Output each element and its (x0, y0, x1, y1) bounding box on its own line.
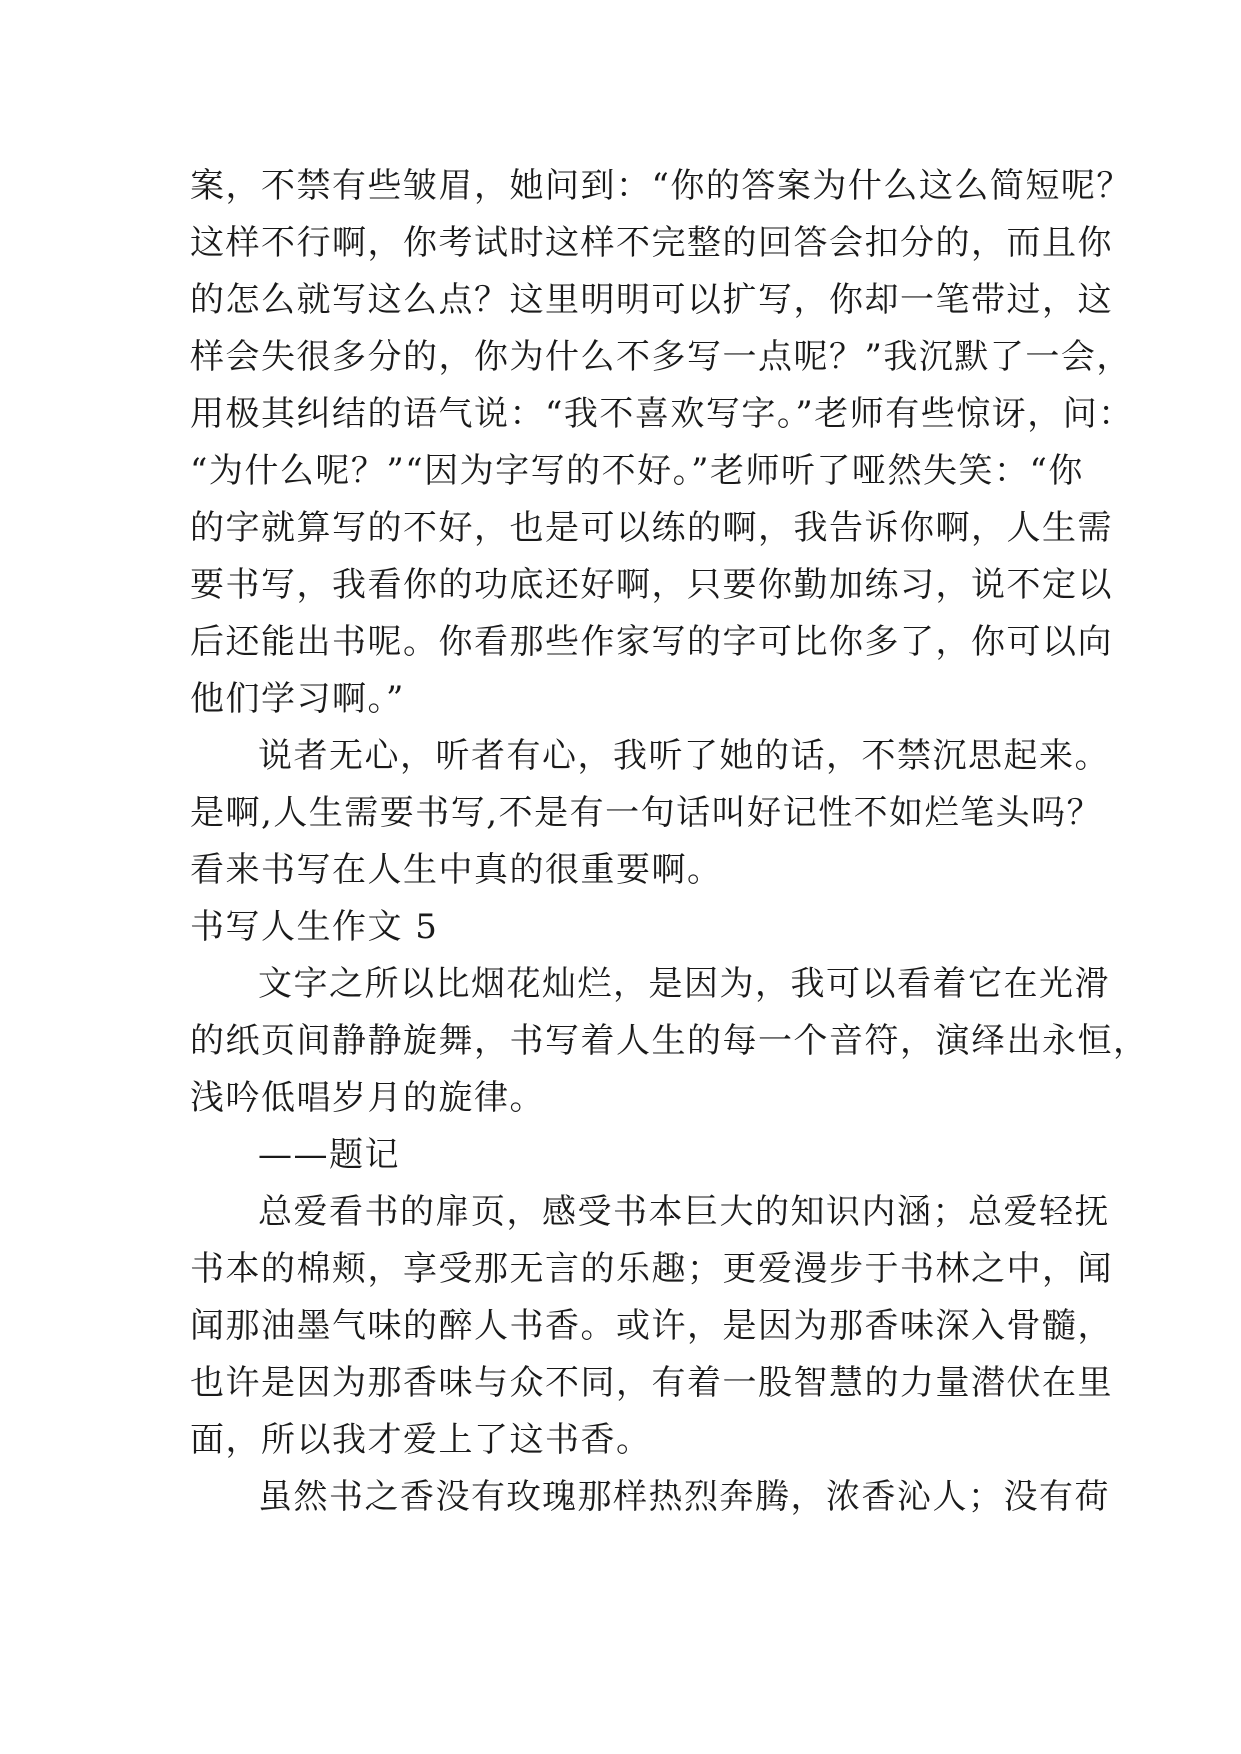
text-line: “为什么呢？”“因为字写的不好。”老师听了哑然失笑：“你 (190, 451, 1084, 491)
paragraph (190, 158, 1134, 728)
text-line: 这样不行啊，你考试时这样不完整的回答会扣分的，而且你 (190, 223, 1113, 263)
text-line: 他们学习啊。” (190, 679, 405, 719)
paragraph (190, 1469, 1110, 1526)
text-line: 用极其纠结的语气说：“我不喜欢写字。”老师有些惊讶，问： (190, 394, 1134, 434)
document-page (190, 158, 1149, 1526)
text-line: 书本的棉颊，享受那无言的乐趣；更爱漫步于书林之中，闻 (190, 1249, 1113, 1289)
inscription: ——题记 (258, 1135, 400, 1175)
text-line: 的纸页间静静旋舞，书写着人生的每一个音符，演绎出永恒， (190, 1021, 1149, 1061)
paragraph (190, 1184, 1113, 1469)
text-line: 说者无心，听者有心，我听了她的话，不禁沉思起来。 (258, 736, 1110, 776)
text-line: 样会失很多分的，你为什么不多写一点呢？”我沉默了一会， (190, 337, 1132, 377)
text-line: 总爱看书的扉页，感受书本巨大的知识内涵；总爱轻抚 (258, 1192, 1110, 1232)
text-line: 的字就算写的不好，也是可以练的啊，我告诉你啊，人生需 (190, 508, 1113, 548)
text-line: 文字之所以比烟花灿烂，是因为，我可以看着它在光滑 (258, 964, 1110, 1004)
text-line: 虽然书之香没有玫瑰那样热烈奔腾，浓香沁人；没有荷 (258, 1477, 1110, 1517)
text-line: 要书写，我看你的功底还好啊，只要你勤加练习，说不定以 (190, 565, 1113, 605)
paragraph (190, 728, 1110, 899)
text-line: 也许是因为那香味与众不同，有着一股智慧的力量潜伏在里 (190, 1363, 1113, 1403)
text-line: 是啊,人生需要书写,不是有一句话叫好记性不如烂笔头吗？ (190, 793, 1103, 833)
section-heading: 书写人生作文 5 (190, 907, 439, 947)
text-line: 案，不禁有些皱眉，她问到：“你的答案为什么这么简短呢？ (190, 166, 1132, 206)
text-line: 的怎么就写这么点？这里明明可以扩写，你却一笔带过，这 (190, 280, 1113, 320)
text-line: 后还能出书呢。你看那些作家写的字可比你多了，你可以向 (190, 622, 1113, 662)
text-line: 看来书写在人生中真的很重要啊。 (190, 850, 723, 890)
text-line: 闻那油墨气味的醉人书香。或许，是因为那香味深入骨髓， (190, 1306, 1113, 1346)
paragraph (190, 956, 1149, 1127)
text-line: 浅吟低唱岁月的旋律。 (190, 1078, 545, 1118)
text-line: 面，所以我才爱上了这书香。 (190, 1420, 652, 1460)
